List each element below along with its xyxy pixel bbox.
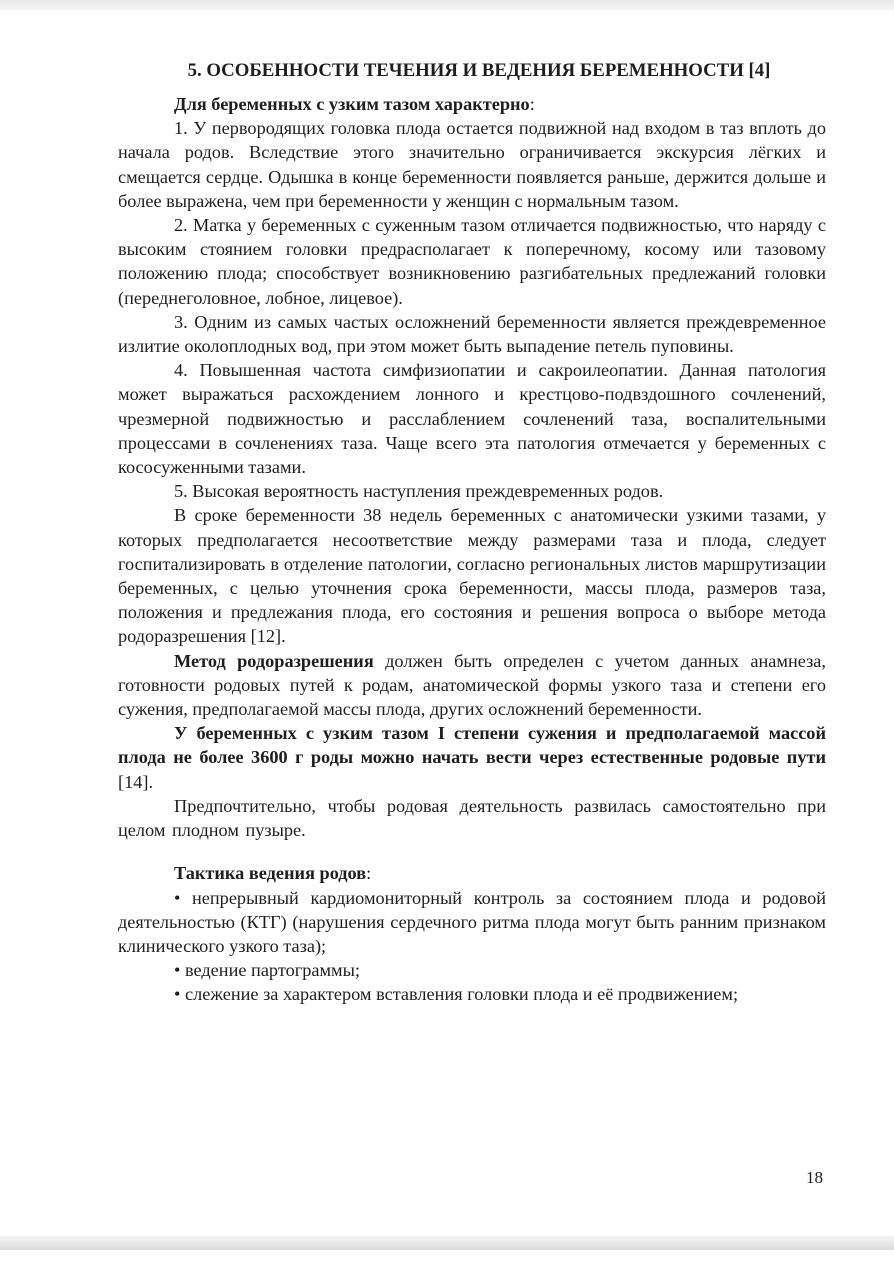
tactics-bold: Тактика ведения родов [174, 863, 367, 884]
scan-bottom-edge [0, 1236, 894, 1250]
method-text: должен быть определен с учетом данных анамнеза, готовности родовых путей к родам, анатомической формы узкого таза и степени его сужения, предполагаемой массы плода, других осложнений беременности. [118, 650, 826, 720]
tactics-colon: : [366, 863, 372, 884]
first-degree-paragraph [118, 721, 826, 794]
page-number: 18 [806, 1168, 823, 1187]
section-title: 5. ОСОБЕННОСТИ ТЕЧЕНИЯ И ВЕДЕНИЯ БЕРЕМЕННОСТИ [4] [187, 60, 771, 81]
scan-top-edge [0, 0, 894, 10]
list-item-4: 4. Повышенная частота симфизиопатии и сакроилеопатии. Данная патология может выражаться расхождением лонного и крестцово-подвздошного сочленений, чрезмерной подвижностью и расслаблением сочленений таза, воспалительными процессами в сочленениях таза. Чаще всего эта патология отмечается у беременных с кососуженными тазами. [118, 360, 826, 478]
preferably-paragraph: Предпочтительно, чтобы родовая деятельность развилась самостоятельно при целом плодном пузыре. [118, 795, 826, 841]
method-paragraph [118, 649, 826, 722]
first-degree-bold: У беременных с узким тазом I степени сужения и предполагаемой массой плода не более 3600 г роды можно начать вести через естественные родовые пути [118, 723, 826, 768]
document-page [118, 58, 826, 1007]
list-item-2: 2. Матка у беременных с суженным тазом отличается подвижностью, что наряду с высоким стоянием головки предрасполагает к поперечному, косому или тазовому положению плода; способствует возникновению разгибательных предлежаний головки (переднеголовное, лобное, лицевое). [118, 215, 826, 308]
bullet-item-1: • непрерывный кардиомониторный контроль за состоянием плода и родовой деятельностью (КТГ) (нарушения сердечного ритма плода могут быть ранним признаком клинического узкого таза); [118, 887, 826, 956]
method-bold: Метод родоразрешения [174, 650, 374, 671]
bullet-item-2: • ведение партограммы; [174, 960, 360, 981]
tactics-heading [118, 861, 826, 885]
list-item-3: 3. Одним из самых частых осложнений беременности является преждевременное излитие околоплодных вод, при этом может быть выпадение петель пуповины. [118, 311, 826, 357]
bullet-item-3: • слежение за характером вставления головки плода и её продвижением; [174, 984, 739, 1005]
first-degree-ref: [14]. [118, 771, 154, 792]
intro-bold: Для беременных с узким тазом характерно [174, 94, 530, 114]
list-item-1: 1. У первородящих головка плода остается подвижной над входом в таз вплоть до начала родов. Вследствие этого значительно ограничивается экскурсия лёгких и смещается сердце. Одышка в конце беременности появляется раньше, держится дольше и более выражена, чем при беременности у женщин с нормальным тазом. [118, 118, 826, 211]
intro-colon: : [529, 94, 535, 114]
intro-paragraph [118, 92, 826, 116]
hospitalization-paragraph: В сроке беременности 38 недель беременных с анатомически узкими тазами, у которых предполагается несоответствие между размерами таза и плода, следует госпитализировать в отделение патологии, согласно региональных листов маршрутизации беременных, с целью уточнения срока беременности, массы плода, размеров таза, положения и предлежания плода, его состояния и решения вопроса о выборе метода родоразрешения [12]. [118, 505, 826, 647]
list-item-5: 5. Высокая вероятность наступления преждевременных родов. [174, 481, 664, 502]
